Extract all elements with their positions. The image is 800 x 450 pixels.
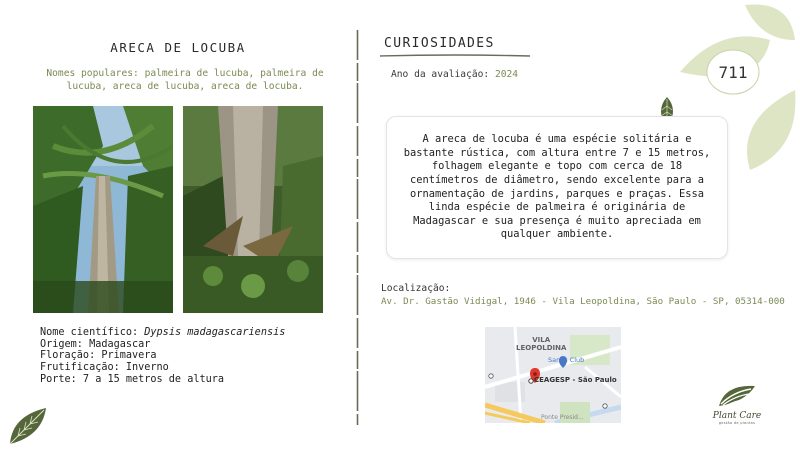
location-address[interactable]: Av. Dr. Gastão Vidigal, 1946 - Vila Leopoldina, São Paulo - SP, 05314-000	[381, 296, 785, 307]
map-road-label: Ponte Presid...	[541, 414, 584, 421]
evaluation-year	[391, 69, 518, 80]
map-district-label: VILA LEOPOLDINA	[516, 336, 567, 352]
map-store-label: Sam's Club	[548, 356, 585, 364]
palm-trunk-photo	[183, 106, 323, 313]
brand-tagline: gestão de plantas	[718, 421, 756, 425]
title-underline	[380, 53, 530, 59]
location-label: Localização:	[381, 283, 451, 294]
fruiting: Frutificação: Inverno	[40, 362, 169, 374]
curiosity-text: A areca de locuba é uma espécie solitária e bastante rústica, com altura entre 7 e 15 metros, folhagem elegante e topo com cerca de 18 centímetros de diâmetro, sendo excelente para a ornamentação de jardins, parques e praças. Essa linda espécie de palmeira é originária de Madagascar e sua presença é muito apreciada em qualquer ambiente.	[403, 133, 711, 241]
palm-tree-photo	[33, 106, 173, 313]
year-label: Ano da avaliação:	[391, 69, 490, 80]
brand-logo	[702, 380, 772, 425]
year-value: 2024	[494, 69, 519, 80]
plant-title: ARECA DE LOCUBA	[110, 40, 246, 55]
curiosity-card	[386, 116, 728, 259]
popular-names: Nomes populares: palmeira de lucuba, palmeira de lucuba, areca de lucuba, areca de locuba.	[46, 68, 324, 92]
scientific-name-row	[40, 327, 340, 339]
plant-facts	[40, 327, 340, 386]
location-map[interactable]	[485, 327, 621, 423]
scientific-name-label: Nome científico:	[40, 327, 139, 338]
scientific-name: Dypsis madagascariensis	[144, 327, 286, 338]
brand-name: Plant Care	[712, 411, 762, 421]
leaf-icon	[8, 406, 48, 446]
plant-care-logo-icon	[715, 380, 759, 410]
map-pin-label: CEAGESP - São Paulo	[534, 376, 617, 384]
plant-info-panel	[0, 0, 356, 450]
origin: Origem: Madagascar	[40, 338, 151, 350]
vertical-divider	[356, 30, 359, 425]
size: Porte: 7 a 15 metros de altura	[40, 373, 225, 385]
plant-number: 711	[718, 62, 748, 82]
curiosities-title: CURIOSIDADES	[384, 36, 495, 51]
flowering: Floração: Primavera	[40, 350, 157, 362]
